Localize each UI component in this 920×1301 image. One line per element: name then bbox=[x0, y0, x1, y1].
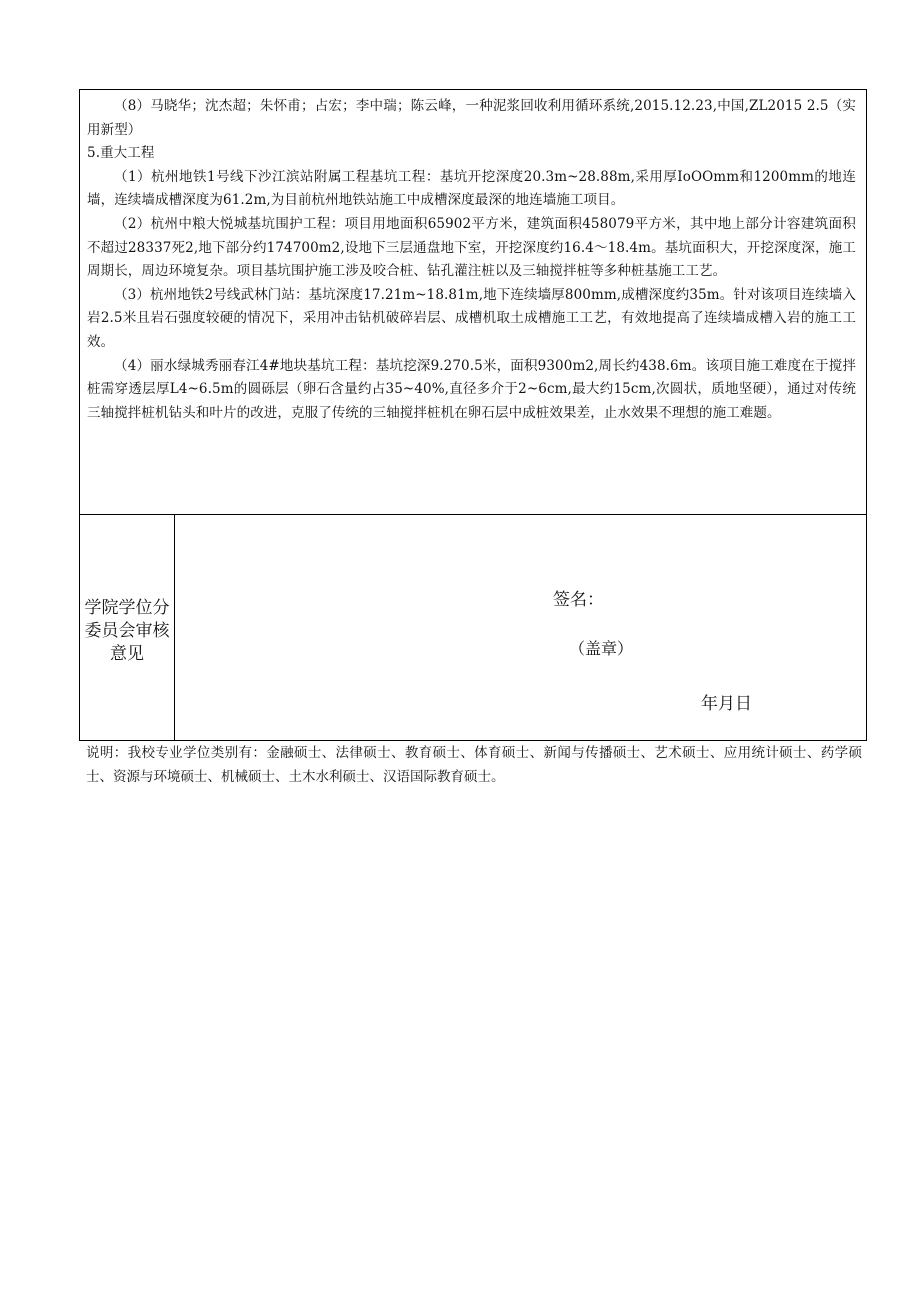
review-signature-cell bbox=[175, 515, 866, 740]
achievements-cell bbox=[80, 90, 866, 515]
section-heading-major-projects: 5.重大工程 bbox=[87, 145, 155, 162]
form-table bbox=[79, 89, 867, 741]
project-entry-1: （1）杭州地铁1号线下沙江滨站附属工程基坑工程：基坑开挖深度20.3m~28.88m,采用厚IoOOmm和1200mm的地连墙，连续墙成槽深度为61.2m,为目前杭州地铁站施工中成槽深度最深的地连墙施工项目。 bbox=[87, 168, 856, 209]
project-entry-3: （3）杭州地铁2号线武林门站：基坑深度17.21m~18.81m,地下连续墙厚800mm,成槽深度约35m。针对该项目连续墙入岩2.5米且岩石强度较硬的情况下，采用冲击钻机破碎岩层、成槽机取土成槽施工工艺，有效地提高了连续墙成槽入岩的施工工效。 bbox=[87, 286, 856, 350]
footnote: 说明：我校专业学位类别有：金融硕士、法律硕士、教育硕士、体育硕士、新闻与传播硕士、艺术硕士、应用统计硕士、药学硕士、资源与环境硕士、机械硕士、土木水利硕士、汉语国际教育硕士。 bbox=[86, 745, 862, 785]
project-entry-2: （2）杭州中粮大悦城基坑围护工程：项目用地面积65902平方米，建筑面积458079平方米，其中地上部分计容建筑面积不超过28337死2,地下部分约174700m2,设地下三层通盘地下室，开挖深度约16.4～18.4m。基坑面积大，开挖深度深，施工周期长，周边环境复杂。项目基坑围护施工涉及咬合桩、钻孔灌注桩以及三轴搅拌桩等多种桩基施工工艺。 bbox=[87, 215, 856, 280]
project-entry-4: （4）丽水绿城秀丽春江4#地块基坑工程：基坑挖深9.270.5米，面积9300m2,周长约438.6m。该项目施工难度在于搅拌桩需穿透层厚L4~6.5m的圆砾层（卵石含量约占35~40%,直径多介于2~6cm,最大约15cm,次圆状，质地坚硬），通过对传统三轴搅拌桩机钻头和叶片的改进，克服了传统的三轴搅拌桩机在卵石层中成桩效果差，止水效果不理想的施工难题。 bbox=[87, 357, 856, 421]
review-label: 学院学位分委员会审核意见 bbox=[84, 598, 170, 664]
date-label: 年月日 bbox=[701, 694, 752, 714]
review-label-cell bbox=[80, 515, 175, 740]
seal-label: （盖章） bbox=[569, 639, 634, 658]
signature-label: 签名： bbox=[553, 590, 604, 610]
patent-entry-8: （8）马晓华；沈杰超；朱怀甫；占宏；李中瑞；陈云峰，一种泥浆回收利用循环系统,2015.12.23,中国,ZL2015 2.5（实用新型） bbox=[87, 98, 856, 138]
review-row bbox=[80, 515, 866, 740]
